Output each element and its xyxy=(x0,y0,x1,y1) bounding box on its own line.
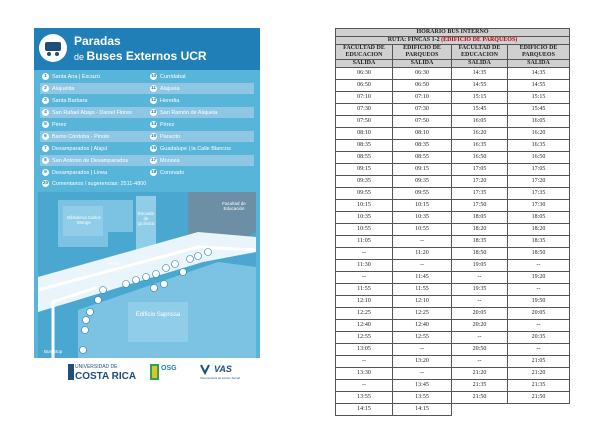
schedule-cell: 16:05 xyxy=(508,116,570,128)
schedule-row xyxy=(336,392,570,404)
schedule-row xyxy=(336,200,570,212)
stop-number: 11 xyxy=(150,86,157,91)
schedule-cell: 06:30 xyxy=(336,68,393,80)
stops-row xyxy=(40,119,254,130)
stop-number: 14 xyxy=(150,122,157,127)
stop-item xyxy=(42,156,146,165)
stops-row xyxy=(40,167,254,178)
header-col-3: FACULTAD DE EDUCACION xyxy=(452,45,508,60)
stop-number: 16 xyxy=(150,146,157,151)
osg-logo xyxy=(150,362,178,382)
osg-text: OSG xyxy=(161,365,177,372)
stop-number: 5 xyxy=(42,121,49,128)
schedule-cell: 08:35 xyxy=(393,140,452,152)
stop-name: Heredia xyxy=(160,97,180,104)
schedule-cell: 16:05 xyxy=(452,116,508,128)
bus-schedule-table xyxy=(335,28,570,416)
schedule-row xyxy=(336,140,570,152)
stop-item xyxy=(42,96,146,105)
schedule-cell: 09:55 xyxy=(393,188,452,200)
schedule-cell: 14:15 xyxy=(336,404,393,416)
stop-name: Guadalupe | la Calle Blancos xyxy=(160,145,231,152)
stop-number: 13 xyxy=(150,110,157,115)
schedule-cell: -- xyxy=(393,260,452,272)
bus-stops-poster xyxy=(34,28,260,386)
schedule-cell: 10:15 xyxy=(336,200,393,212)
schedule-cell: 17:05 xyxy=(452,164,508,176)
schedule-cell: 10:55 xyxy=(393,224,452,236)
schedule-row xyxy=(336,128,570,140)
schedule-row xyxy=(336,320,570,332)
schedule-cell: 07:30 xyxy=(393,104,452,116)
stop-name: San Rafael Abajo - Daniel Flores xyxy=(52,109,132,116)
schedule-cell: -- xyxy=(393,368,452,380)
schedule-cell: 21:05 xyxy=(508,356,570,368)
schedule-row xyxy=(336,368,570,380)
schedule-route: RUTA: FINCAS 1-2 (EDIFICIO DE PARQUEOS) xyxy=(336,37,570,45)
schedule-cell: -- xyxy=(336,356,393,368)
schedule-cell: 07:30 xyxy=(336,104,393,116)
schedule-cell: 21:20 xyxy=(508,368,570,380)
schedule-cell: 15:45 xyxy=(508,104,570,116)
schedule-cell: 09:35 xyxy=(336,176,393,188)
stop-number: 8 xyxy=(42,157,49,164)
schedule-row xyxy=(336,332,570,344)
header-col-4: EDIFICIO DE PARQUEOS xyxy=(508,45,570,60)
schedule-row xyxy=(336,164,570,176)
stop-name: Desamparados | Alajuí xyxy=(52,145,108,152)
schedule-cell: 18:05 xyxy=(508,212,570,224)
schedule-row xyxy=(336,80,570,92)
stop-item xyxy=(42,120,146,129)
stop-number: 9 xyxy=(42,169,49,176)
schedule-cell: 17:20 xyxy=(452,176,508,188)
schedule-cell: -- xyxy=(452,332,508,344)
stops-row xyxy=(40,95,254,106)
schedule-cell: 07:50 xyxy=(393,116,452,128)
stop-name: Coronado xyxy=(160,169,185,176)
schedule-cell: 15:15 xyxy=(452,92,508,104)
schedule-cell: -- xyxy=(452,296,508,308)
stop-item xyxy=(150,72,254,81)
schedule-cell: 13:20 xyxy=(393,356,452,368)
schedule-cell: -- xyxy=(452,272,508,284)
vas-text: VAS xyxy=(214,364,232,374)
stop-item xyxy=(150,96,254,105)
stop-number: 12 xyxy=(150,98,157,103)
schedule-cell: 11:20 xyxy=(393,248,452,260)
bus-icon xyxy=(39,34,67,62)
schedule-row xyxy=(336,404,570,416)
schedule-cell: 06:30 xyxy=(393,68,452,80)
schedule-cell: 09:55 xyxy=(336,188,393,200)
schedule-cell: 21:35 xyxy=(508,380,570,392)
vas-subtitle: Vicerrectoría de Acción Social xyxy=(200,376,240,380)
schedule-cell: -- xyxy=(393,344,452,356)
schedule-cell: -- xyxy=(336,248,393,260)
schedule-cell: -- xyxy=(393,236,452,248)
schedule-cell: 16:20 xyxy=(452,128,508,140)
stop-number: 4 xyxy=(42,109,49,116)
schedule-cell: 19:50 xyxy=(508,296,570,308)
schedule-cell: 16:35 xyxy=(452,140,508,152)
schedule-cell: 19:20 xyxy=(508,272,570,284)
schedule-row xyxy=(336,104,570,116)
stops-row xyxy=(40,71,254,82)
schedule-cell: -- xyxy=(336,272,393,284)
stop-number: 3 xyxy=(42,97,49,104)
ucr-shield-icon xyxy=(68,364,74,380)
schedule-row xyxy=(336,296,570,308)
schedule-cell: 18:20 xyxy=(452,224,508,236)
schedule-row xyxy=(336,248,570,260)
schedule-cell: 19:35 xyxy=(452,284,508,296)
schedule-cell: 12:10 xyxy=(393,296,452,308)
stops-row xyxy=(40,107,254,118)
schedule-cell: 20:35 xyxy=(508,332,570,344)
schedule-cell: 09:15 xyxy=(336,164,393,176)
schedule-cell: 21:50 xyxy=(508,392,570,404)
schedule-cell: 18:05 xyxy=(452,212,508,224)
schedule-cell: 14:15 xyxy=(393,404,452,416)
schedule-cell: 13:55 xyxy=(336,392,393,404)
stop-name: Desamparados | Linea xyxy=(52,169,108,176)
schedule-cell: 10:55 xyxy=(336,224,393,236)
schedule-cell: 13:45 xyxy=(393,380,452,392)
schedule-row xyxy=(336,152,570,164)
stop-name: Pérez xyxy=(52,121,67,128)
schedule-cell: 12:25 xyxy=(336,308,393,320)
stops-row xyxy=(40,143,254,154)
stop-name: Santa Ana | Escazú xyxy=(52,73,100,80)
schedule-cell: 12:55 xyxy=(336,332,393,344)
stop-name: Paracito xyxy=(160,133,181,140)
schedule-cell: 09:35 xyxy=(393,176,452,188)
stop-item xyxy=(42,72,146,81)
schedule-cell: 07:50 xyxy=(336,116,393,128)
stop-number: 10 xyxy=(150,74,157,79)
schedule-row xyxy=(336,260,570,272)
schedule-cell: 14:35 xyxy=(452,68,508,80)
schedule-row xyxy=(336,176,570,188)
stop-item xyxy=(150,156,254,165)
schedule-cell: 15:15 xyxy=(508,92,570,104)
stops-row xyxy=(40,83,254,94)
schedule-cell: 21:35 xyxy=(452,380,508,392)
stop-item xyxy=(42,132,146,141)
schedule-cell: 18:50 xyxy=(508,248,570,260)
header-col-2: EDIFICIO DE PARQUEOS xyxy=(393,45,452,60)
schedule-cell: 14:55 xyxy=(452,80,508,92)
schedule-cell: -- xyxy=(452,356,508,368)
schedule-cell: 16:20 xyxy=(508,128,570,140)
stop-item xyxy=(150,168,254,177)
stop-item xyxy=(42,84,146,93)
schedule-row xyxy=(336,236,570,248)
schedule-row xyxy=(336,344,570,356)
schedule-cell: 16:50 xyxy=(452,152,508,164)
vas-logo xyxy=(200,362,254,382)
map-label-quimica: Escuela de Química xyxy=(137,211,155,226)
stop-item xyxy=(42,108,146,117)
stop-name: Curridabat xyxy=(160,73,186,80)
schedule-row xyxy=(336,308,570,320)
schedule-cell: 15:45 xyxy=(452,104,508,116)
schedule-cell xyxy=(508,404,570,416)
schedule-cell: 17:20 xyxy=(508,176,570,188)
schedule-cell: 14:55 xyxy=(508,80,570,92)
schedule-cell: 08:10 xyxy=(393,128,452,140)
stop-item xyxy=(42,144,146,153)
schedule-row xyxy=(336,116,570,128)
schedule-cell: 11:05 xyxy=(336,236,393,248)
schedule-row xyxy=(336,272,570,284)
schedule-cell: 16:35 xyxy=(508,140,570,152)
stop-name: Pérez xyxy=(160,121,175,128)
schedule-cell: 17:35 xyxy=(508,188,570,200)
stop-item xyxy=(150,84,254,93)
stop-item xyxy=(150,144,254,153)
schedule-row xyxy=(336,356,570,368)
map-label-saprissa: Edificio Saprissa xyxy=(135,312,181,318)
schedule-cell: 12:25 xyxy=(393,308,452,320)
poster-header xyxy=(34,28,260,70)
schedule-cell: 12:40 xyxy=(393,320,452,332)
stop-item xyxy=(150,132,254,141)
contact-comments: 20 Comentarios / sugerencias: 2511-4800 xyxy=(42,180,147,187)
schedule-cell: 21:20 xyxy=(452,368,508,380)
subheader-col-2: SALIDA xyxy=(393,60,452,68)
schedule-cell: 06:50 xyxy=(336,80,393,92)
subheader-col-1: SALIDA xyxy=(336,60,393,68)
stop-number: 18 xyxy=(150,170,157,175)
schedule-cell: 11:55 xyxy=(393,284,452,296)
schedule-cell: 18:50 xyxy=(452,248,508,260)
vas-mark-icon xyxy=(200,363,214,375)
poster-title: Paradas de Buses Externos UCR xyxy=(74,34,207,63)
stops-row xyxy=(40,155,254,166)
schedule-cell: 07:10 xyxy=(393,92,452,104)
schedule-cell: 10:35 xyxy=(336,212,393,224)
schedule-cell: 17:30 xyxy=(508,200,570,212)
schedule-cell: 11:30 xyxy=(336,260,393,272)
schedule-cell: 18:35 xyxy=(508,236,570,248)
schedule-cell: 12:10 xyxy=(336,296,393,308)
schedule-cell: 21:50 xyxy=(452,392,508,404)
schedule-row xyxy=(336,380,570,392)
map-label-prado: Prado xyxy=(108,261,121,266)
schedule-cell: -- xyxy=(508,284,570,296)
schedule-cell: 18:20 xyxy=(508,224,570,236)
university-line1: UNIVERSIDAD DE xyxy=(75,364,118,370)
schedule-cell: 20:05 xyxy=(508,308,570,320)
schedule-cell: 11:45 xyxy=(393,272,452,284)
schedule-cell: 13:30 xyxy=(336,368,393,380)
stops-list xyxy=(40,71,254,203)
university-line2: COSTA RICA xyxy=(75,371,137,382)
subheader-col-4: SALIDA xyxy=(508,60,570,68)
schedule-title: HORARIO BUS INTERNO xyxy=(336,29,570,37)
map-label-educacion: Facultad de Educación xyxy=(222,201,246,211)
stop-number: 15 xyxy=(150,134,157,139)
schedule-cell: 06:50 xyxy=(393,80,452,92)
stop-item xyxy=(42,168,146,177)
stop-item xyxy=(150,108,254,117)
schedule-row xyxy=(336,68,570,80)
stop-name: Alajuelita xyxy=(52,85,75,92)
stop-name: San Ramón de Alajuela xyxy=(160,109,218,116)
schedule-cell: 20:20 xyxy=(452,320,508,332)
stop-name: Moravia xyxy=(160,157,180,164)
schedule-cell: 19:05 xyxy=(452,260,508,272)
schedule-cell: 10:35 xyxy=(393,212,452,224)
stop-name: Alajuela xyxy=(160,85,180,92)
schedule-row xyxy=(336,188,570,200)
stop-name: Barrio Córdoba - Pinolo xyxy=(52,133,110,140)
schedule-row xyxy=(336,224,570,236)
schedule-cell: 20:05 xyxy=(452,308,508,320)
schedule-cell: 13:05 xyxy=(336,344,393,356)
subheader-col-3: SALIDA xyxy=(452,60,508,68)
map-label-marker: Bus Stop xyxy=(44,349,63,354)
schedule-cell: 09:15 xyxy=(393,164,452,176)
stop-number: 17 xyxy=(150,158,157,163)
contact-icon: 20 xyxy=(42,181,49,186)
schedule-cell: -- xyxy=(336,380,393,392)
schedule-cell: -- xyxy=(508,320,570,332)
contact-row xyxy=(40,179,254,190)
schedule-cell: 17:35 xyxy=(452,188,508,200)
schedule-cell: 12:55 xyxy=(393,332,452,344)
stops-row xyxy=(40,131,254,142)
stop-number: 6 xyxy=(42,133,49,140)
schedule-cell: 18:35 xyxy=(452,236,508,248)
stop-number: 7 xyxy=(42,145,49,152)
schedule-cell: -- xyxy=(508,260,570,272)
stop-item xyxy=(150,120,254,129)
schedule-cell: 08:55 xyxy=(393,152,452,164)
stop-number: 2 xyxy=(42,85,49,92)
map-label-carlos-monge: Biblioteca Carlos Monge xyxy=(67,215,101,225)
stop-number: 1 xyxy=(42,73,49,80)
header-col-1: FACULTAD DE EDUCACION xyxy=(336,45,393,60)
schedule-cell: -- xyxy=(508,344,570,356)
schedule-cell xyxy=(452,404,508,416)
schedule-cell: 08:35 xyxy=(336,140,393,152)
schedule-row xyxy=(336,212,570,224)
campus-map xyxy=(38,192,256,358)
schedule-cell: 14:35 xyxy=(508,68,570,80)
schedule-cell: 20:50 xyxy=(452,344,508,356)
schedule-cell: 10:15 xyxy=(393,200,452,212)
schedule-cell: 17:05 xyxy=(508,164,570,176)
schedule-cell: 08:10 xyxy=(336,128,393,140)
poster-footer xyxy=(34,358,260,386)
stop-name: San Antonio de Desamparados xyxy=(52,157,129,164)
schedule-cell: 07:10 xyxy=(336,92,393,104)
schedule-row xyxy=(336,92,570,104)
schedule-cell: 16:50 xyxy=(508,152,570,164)
schedule-cell: 08:55 xyxy=(336,152,393,164)
schedule-cell: 17:50 xyxy=(452,200,508,212)
schedule-row xyxy=(336,284,570,296)
stop-name: Santa Barbara xyxy=(52,97,88,104)
schedule-cell: 11:55 xyxy=(336,284,393,296)
schedule-cell: 13:55 xyxy=(393,392,452,404)
schedule-cell: 12:40 xyxy=(336,320,393,332)
